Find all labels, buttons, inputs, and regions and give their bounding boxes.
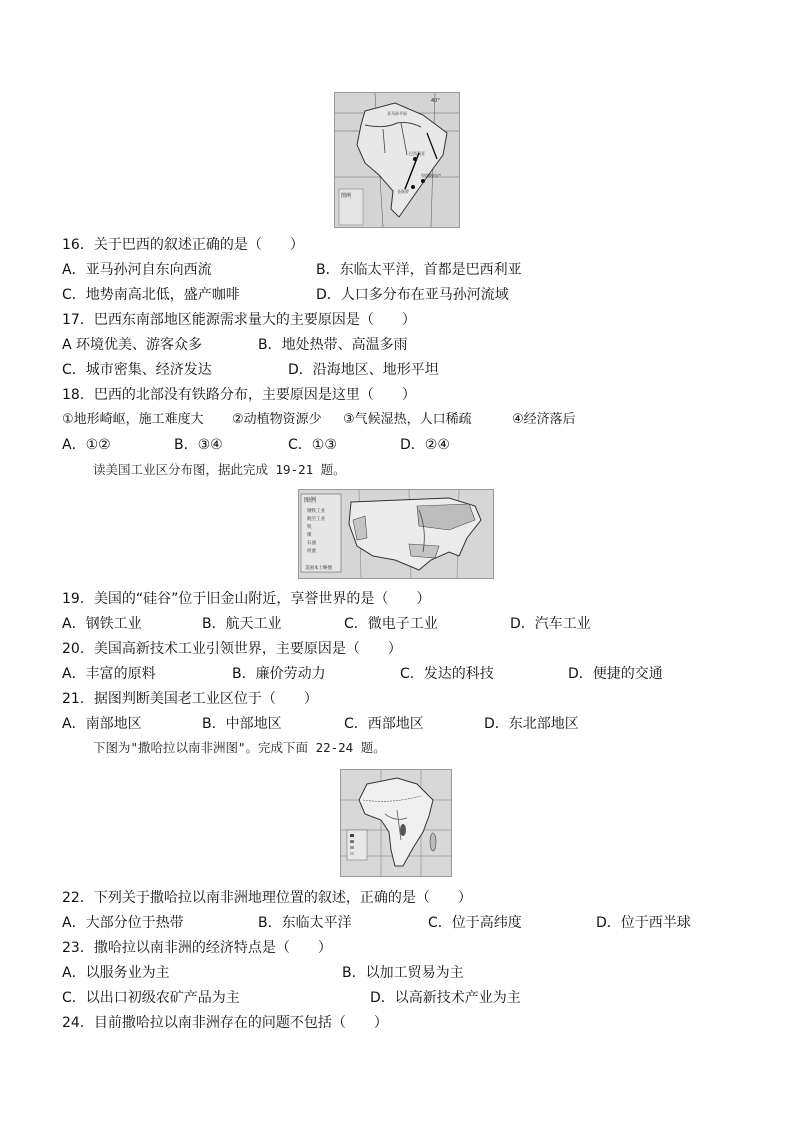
q24-stem: 24．目前撒哈拉以南非洲存在的问题不包括（ ） <box>62 1015 388 1031</box>
q16-option-a[interactable]: A．亚马孙河自东向西流 <box>62 262 212 278</box>
q19-option-c[interactable]: C．微电子工业 <box>344 616 438 632</box>
q18-stem: 18．巴西的北部没有铁路分布，主要原因是这里（ ） <box>62 387 416 403</box>
map2-legend-item: 煤 <box>307 533 312 538</box>
brazil-map <box>334 92 460 228</box>
q23-option-a[interactable]: A．以服务业为主 <box>62 965 170 981</box>
q21-option-b[interactable]: B．中部地区 <box>202 716 282 732</box>
q18-option-c[interactable]: C．①③ <box>288 437 337 453</box>
q18-statement-4: ④经济落后 <box>512 412 576 427</box>
q17-option-b[interactable]: B．地处热带、高温多雨 <box>258 337 408 353</box>
sub-saharan-africa-map <box>340 769 452 877</box>
map2-caption: 美国本土略图 <box>305 566 332 571</box>
q16-option-d[interactable]: D．人口多分布在亚马孙河流域 <box>316 287 509 303</box>
usa-industry-map <box>298 489 494 579</box>
intro-19-21: 读美国工业区分布图，据此完成 19-21 题。 <box>93 462 346 477</box>
q23-option-d[interactable]: D．以高新技术产业为主 <box>370 990 521 1006</box>
q22-option-b[interactable]: B．东临太平洋 <box>258 915 352 931</box>
q22-option-c[interactable]: C．位于高纬度 <box>428 915 522 931</box>
q18-option-b[interactable]: B．③④ <box>174 437 223 453</box>
map2-legend-item: 河流 <box>307 549 316 554</box>
q22-stem: 22．下列关于撒哈拉以南非洲地理位置的叙述，正确的是（ ） <box>62 890 472 906</box>
q21-option-c[interactable]: C．西部地区 <box>344 716 424 732</box>
q22-option-d[interactable]: D．位于西半球 <box>596 915 691 931</box>
q16-option-c[interactable]: C．地势南高北低，盛产咖啡 <box>62 287 240 303</box>
q17-option-a[interactable]: A 环境优美、游客众多 <box>62 337 203 353</box>
q18-option-a[interactable]: A．①② <box>62 437 111 453</box>
q20-option-a[interactable]: A．丰富的原料 <box>62 666 156 682</box>
q23-stem: 23．撒哈拉以南非洲的经济特点是（ ） <box>62 940 332 956</box>
map2-legend-item: 钢铁工业 <box>307 509 325 514</box>
q23-option-b[interactable]: B．以加工贸易为主 <box>342 965 464 981</box>
map2-legend-title: 图例 <box>304 497 317 504</box>
q19-option-b[interactable]: B．航天工业 <box>202 616 282 632</box>
q23-option-c[interactable]: C．以出口初级农矿产品为主 <box>62 990 240 1006</box>
map1-longitude-label: 40° <box>431 98 440 104</box>
q20-option-b[interactable]: B．廉价劳动力 <box>232 666 326 682</box>
q21-stem: 21．据图判断美国老工业区位于（ ） <box>62 691 318 707</box>
q19-option-a[interactable]: A．钢铁工业 <box>62 616 142 632</box>
q19-stem: 19．美国的“硅谷”位于旧金山附近，享誉世界的是（ ） <box>62 591 431 607</box>
map1-amazon-label: 亚马孙平原 <box>387 111 407 116</box>
map1-rio-label: 里约热内卢 <box>421 173 441 178</box>
q17-stem: 17．巴西东南部地区能源需求量大的主要原因是（ ） <box>62 312 416 328</box>
map1-saopaulo-label: 圣保罗 <box>397 189 409 194</box>
q18-option-d[interactable]: D．②④ <box>400 437 450 453</box>
q22-option-a[interactable]: A．大部分位于热带 <box>62 915 184 931</box>
map2-legend-item: 石油 <box>307 541 316 546</box>
q20-stem: 20．美国高新技术工业引领世界，主要原因是（ ） <box>62 641 402 657</box>
map2-legend-item: 航空工业 <box>307 517 325 522</box>
q21-option-d[interactable]: D．东北部地区 <box>484 716 579 732</box>
map2-legend-item: 铁 <box>307 525 312 530</box>
q17-option-d[interactable]: D．沿海地区、地形平坦 <box>288 362 439 378</box>
q18-statement-2: ②动植物资源少 <box>232 412 322 427</box>
q18-statement-3: ③气候湿热，人口稀疏 <box>343 412 472 427</box>
map1-legend-label: 图例 <box>341 193 352 199</box>
q21-option-a[interactable]: A．南部地区 <box>62 716 142 732</box>
q19-option-d[interactable]: D．汽车工业 <box>510 616 591 632</box>
q20-option-d[interactable]: D．便捷的交通 <box>568 666 663 682</box>
q18-statement-1: ①地形崎岖，施工难度大 <box>62 412 204 427</box>
map1-brasilia-label: 巴西利亚 <box>409 151 425 156</box>
q16-stem: 16．关于巴西的叙述正确的是（ ） <box>62 237 304 253</box>
q16-option-b[interactable]: B．东临太平洋，首都是巴西利亚 <box>316 262 522 278</box>
q17-option-c[interactable]: C．城市密集、经济发达 <box>62 362 212 378</box>
q20-option-c[interactable]: C．发达的科技 <box>400 666 494 682</box>
intro-22-24: 下图为"撒哈拉以南非洲图"。完成下面 22-24 题。 <box>93 740 386 755</box>
